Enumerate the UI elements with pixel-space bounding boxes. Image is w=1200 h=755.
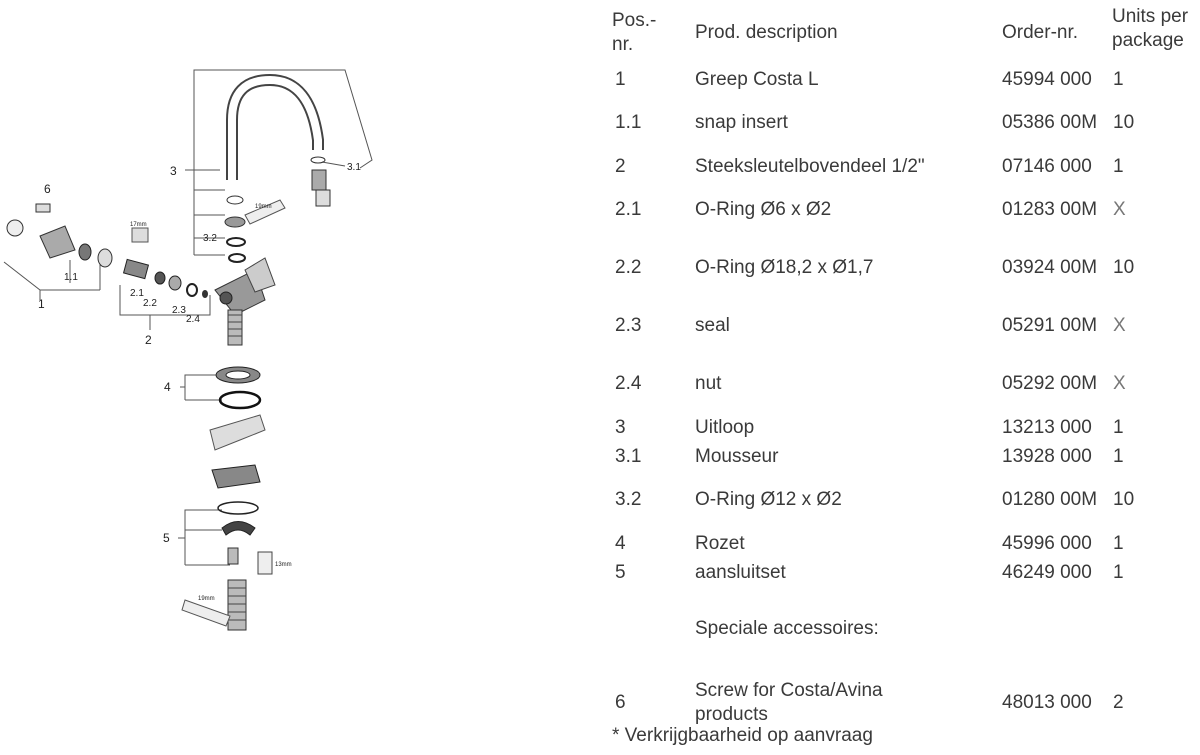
- table-row: 6 Screw for Costa/Avina products 48013 000 2: [600, 670, 1200, 735]
- callout-bracket-4: [180, 375, 222, 387]
- table-header-row: [600, 0, 1200, 65]
- diagram-label-6: 6: [44, 182, 51, 196]
- callout-bracket-5: [178, 510, 222, 538]
- table-row: 3.1 Mousseur 13928 000 1: [615, 445, 1124, 467]
- table-row: 2.1 O-Ring Ø6 x Ø2 01283 00M X: [615, 199, 1126, 220]
- diagram-label-1: 1: [38, 297, 45, 311]
- table-row: 4 Rozet 45996 000 1: [615, 532, 1124, 554]
- diagram-label-5: 5: [163, 531, 170, 545]
- callout-bracket-1: [4, 262, 100, 290]
- table-row: 2 Steeksleutelbovendeel 1/2" 07146 000 1: [615, 155, 1124, 177]
- diagram-label-4: 4: [164, 380, 171, 394]
- header-description: Prod. description: [695, 21, 838, 43]
- diagram-label-2-3: 2.3: [172, 305, 186, 316]
- diagram-label-2-2: 2.2: [143, 298, 157, 309]
- table-row: 5 aansluitset 46249 000 1: [615, 561, 1124, 583]
- availability-footnote: * Verkrijgbaarheid op aanvraag: [612, 725, 873, 746]
- table-row: 3 Uitloop 13213 000 1: [615, 416, 1124, 438]
- handle-cap-part: [7, 220, 23, 236]
- table-row: 3.2 O-Ring Ø12 x Ø2 01280 00M 10: [615, 489, 1135, 510]
- diagram-label-3: 3: [170, 164, 177, 178]
- table-row: 1 Greep Costa L 45994 000 1: [615, 68, 1124, 90]
- section-row: [600, 587, 1200, 670]
- accessory-description: Screw for Costa/Avina products: [695, 679, 883, 725]
- connection-set-part: [212, 465, 260, 488]
- diagram-label-3-2: 3.2: [203, 233, 217, 244]
- tool-size-label: 19mm: [255, 204, 272, 210]
- aerator-part: [312, 170, 326, 190]
- header-units: Units per package: [1112, 6, 1189, 51]
- diagram-label-2-1: 2.1: [130, 288, 144, 299]
- diagram-label-1-1: 1.1: [64, 272, 78, 283]
- section-label: Speciale accessoires:: [695, 617, 879, 639]
- header-pos: Pos.- nr.: [612, 9, 657, 55]
- table-row: 2.4 nut 05292 00M X: [615, 373, 1126, 394]
- diagram-label-2-4: 2.4: [186, 314, 200, 325]
- tool-size-label: 17mm: [130, 222, 147, 228]
- table-row: 2.2 O-Ring Ø18,2 x Ø1,7 03924 00M 10: [615, 257, 1135, 278]
- tool-size-label: 13mm: [275, 562, 292, 568]
- parts-table: [600, 0, 1200, 735]
- header-order: Order-nr.: [1002, 21, 1079, 43]
- table-row: 2.3 seal 05291 00M X: [615, 315, 1126, 336]
- diagram-label-2: 2: [145, 333, 152, 347]
- diagram-label-3-1: 3.1: [347, 162, 361, 173]
- tool-size-label: 19mm: [198, 596, 215, 602]
- table-row: 1.1 snap insert 05386 00M 10: [615, 112, 1135, 133]
